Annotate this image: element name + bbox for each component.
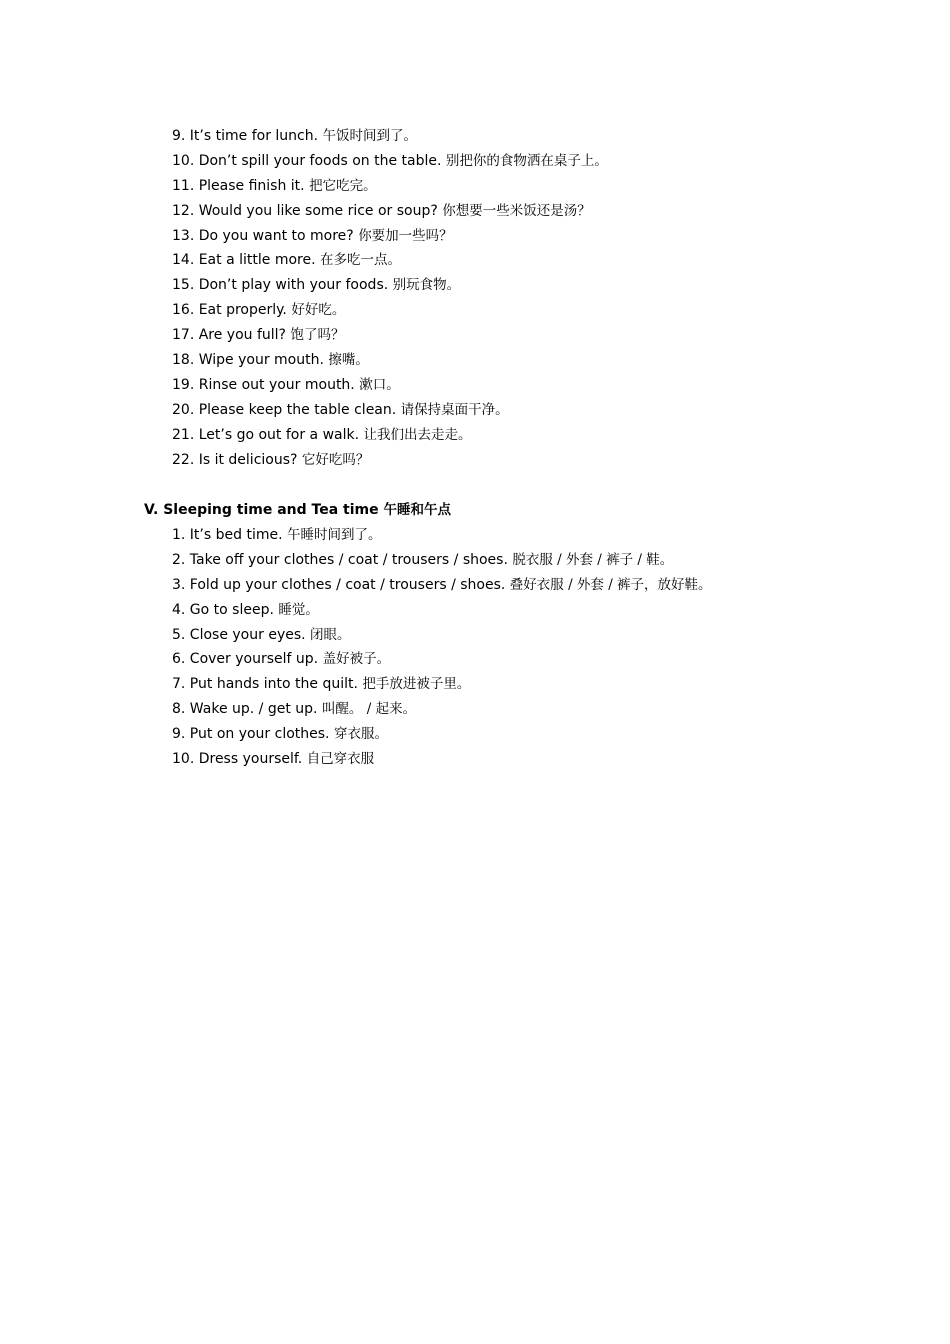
item-chinese: 午睡时间到了。 [287,527,382,543]
list-item [172,199,608,224]
list-item [172,747,712,772]
section-heading-chinese: 午睡和午点 [383,502,451,518]
item-chinese: 好好吃。 [291,302,346,319]
item-english: 19. Rinse out your mouth. [172,376,355,393]
item-english: 6. Cover yourself up. [172,651,319,668]
item-chinese: 叫醒。 / 起来。 [321,701,417,718]
section-5-list [172,523,712,772]
list-item [172,373,608,398]
item-chinese: 别把你的食物洒在桌子上。 [445,152,608,169]
item-chinese: 它好吃吗？ [301,451,370,468]
item-english: 15. Don’t play with your foods. [172,277,389,294]
item-chinese: 漱口。 [359,376,400,393]
list-item [172,224,608,249]
item-english: 4. Go to sleep. [172,601,274,618]
item-english: 20. Please keep the table clean. [172,401,397,418]
list-item [172,273,608,298]
item-english: 1. It’s bed time. [172,527,283,543]
item-english: 2. Take off your clothes / coat / trousers / shoes. [172,551,508,568]
item-chinese: 叠好衣服 / 外套 / 裤子，放好鞋。 [509,576,712,593]
item-english: 17. Are you full? [172,327,286,344]
item-chinese: 你要加一些吗？ [358,227,453,244]
list-item [172,174,608,199]
list-item [172,623,712,648]
list-item [172,149,608,174]
list-item [172,298,608,323]
item-chinese: 穿衣服。 [333,726,388,743]
list-item [172,672,712,697]
item-chinese: 自己穿衣服 [306,751,375,768]
item-english: 8. Wake up. / get up. [172,701,318,718]
list-item [172,573,712,598]
item-chinese: 盖好被子。 [322,651,391,668]
item-english: 16. Eat properly. [172,302,287,319]
item-chinese: 睡觉。 [278,601,319,618]
item-english: 3. Fold up your clothes / coat / trousers / shoes. [172,576,506,593]
item-english: 12. Would you like some rice or soup? [172,202,438,219]
item-chinese: 擦嘴。 [328,352,369,369]
item-chinese: 请保持桌面干净。 [400,401,509,418]
item-english: 7. Put hands into the quilt. [172,676,358,693]
item-english: 9. It’s time for lunch. [172,128,319,144]
list-item [172,248,608,273]
item-english: 5. Close your eyes. [172,626,306,643]
list-item [172,722,712,747]
list-item [172,124,608,149]
list-item [172,598,712,623]
list-item [172,523,712,548]
section-4-list [172,124,608,472]
item-chinese: 把它吃完。 [309,177,377,194]
item-english: 11. Please finish it. [172,177,305,194]
list-item [172,647,712,672]
item-english: 13. Do you want to more? [172,227,354,244]
list-item [172,398,608,423]
section-heading [144,498,451,523]
item-english: 14. Eat a little more. [172,252,316,269]
item-chinese: 午饭时间到了。 [322,128,418,144]
item-english: 10. Don’t spill your foods on the table. [172,152,442,169]
list-item [172,348,608,373]
list-item [172,697,712,722]
item-chinese: 你想要一些米饭还是汤？ [442,202,591,219]
section-heading-english: V. Sleeping time and Tea time [144,502,379,518]
item-chinese: 饱了吗？ [290,327,345,344]
list-item [172,423,608,448]
item-chinese: 脱衣服 / 外套 / 裤子 / 鞋。 [512,551,674,568]
item-chinese: 闭眼。 [310,626,351,643]
item-chinese: 别玩食物。 [392,277,461,294]
list-item [172,548,712,573]
item-chinese: 让我们出去走走。 [363,426,472,443]
item-english: 9. Put on your clothes. [172,726,330,743]
item-english: 22. Is it delicious? [172,451,298,468]
item-english: 18. Wipe your mouth. [172,352,324,369]
item-english: 21. Let’s go out for a walk. [172,426,360,443]
item-chinese: 在多吃一点。 [320,252,401,269]
list-item [172,323,608,348]
list-item [172,448,608,473]
item-chinese: 把手放进被子里。 [362,676,471,693]
item-english: 10. Dress yourself. [172,751,303,768]
